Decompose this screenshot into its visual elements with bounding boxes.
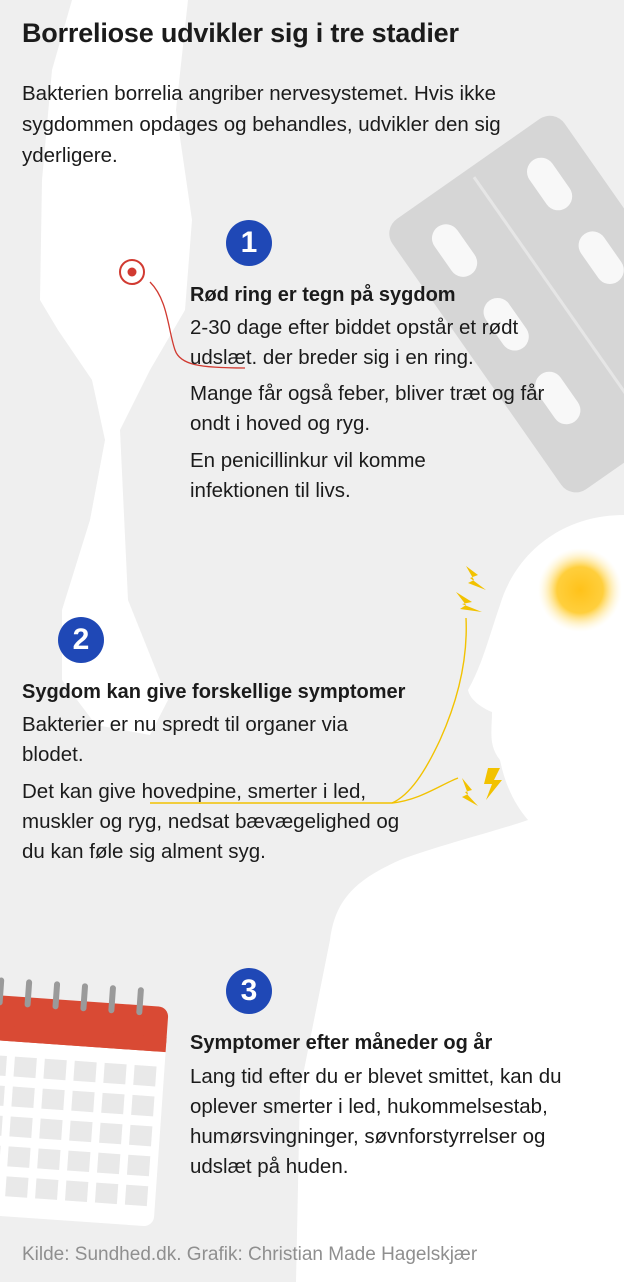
stage-1-paragraph: Mange får også feber, bliver træt og får ondt i hoved og ryg. (190, 382, 545, 435)
stage-2-paragraph: Det kan give hovedpine, smerter i led, muskler og ryg, nedsat bævægelighed og du kan føle sig alment syg. (22, 780, 400, 863)
stage-2-title: Sygdom kan give forskellige symptomer (22, 681, 406, 703)
stage-2-number-badge: 2 (58, 617, 104, 663)
stage-1-title: Rød ring er tegn på sygdom (190, 284, 456, 306)
pain-connector-line (392, 618, 466, 803)
headache-glow-icon (538, 548, 622, 632)
stage-3-paragraph: Lang tid efter du er blevet smittet, kan du oplever smerter i led, hukommelsestab, humørsvingninger, søvnforstyrrelser og udslæt på huden. (190, 1065, 562, 1178)
calendar-icon (0, 976, 170, 1227)
stage-1-paragraph: En penicillinkur vil komme infektionen til livs. (190, 449, 426, 502)
page-title: Borreliose udvikler sig i tre stadier (22, 18, 459, 48)
stage-3-number-badge: 3 (226, 968, 272, 1014)
stage-2-paragraph: Bakterier er nu spredt til organer via blodet. (22, 713, 348, 766)
stage-3-title: Symptomer efter måneder og år (190, 1032, 493, 1054)
stage-1-paragraph: 2-30 dage efter biddet opstår et rødt udslæt. der breder sig i en ring. (190, 316, 519, 369)
stage-1-number-badge: 1 (226, 220, 272, 266)
source-credit: Kilde: Sundhed.dk. Grafik: Christian Made Hagelskjær (22, 1244, 478, 1265)
intro-text: Bakterien borrelia angriber nervesystemet. Hvis ikke sygdommen opdages og behandles, udvikler den sig yderligere. (22, 82, 501, 167)
